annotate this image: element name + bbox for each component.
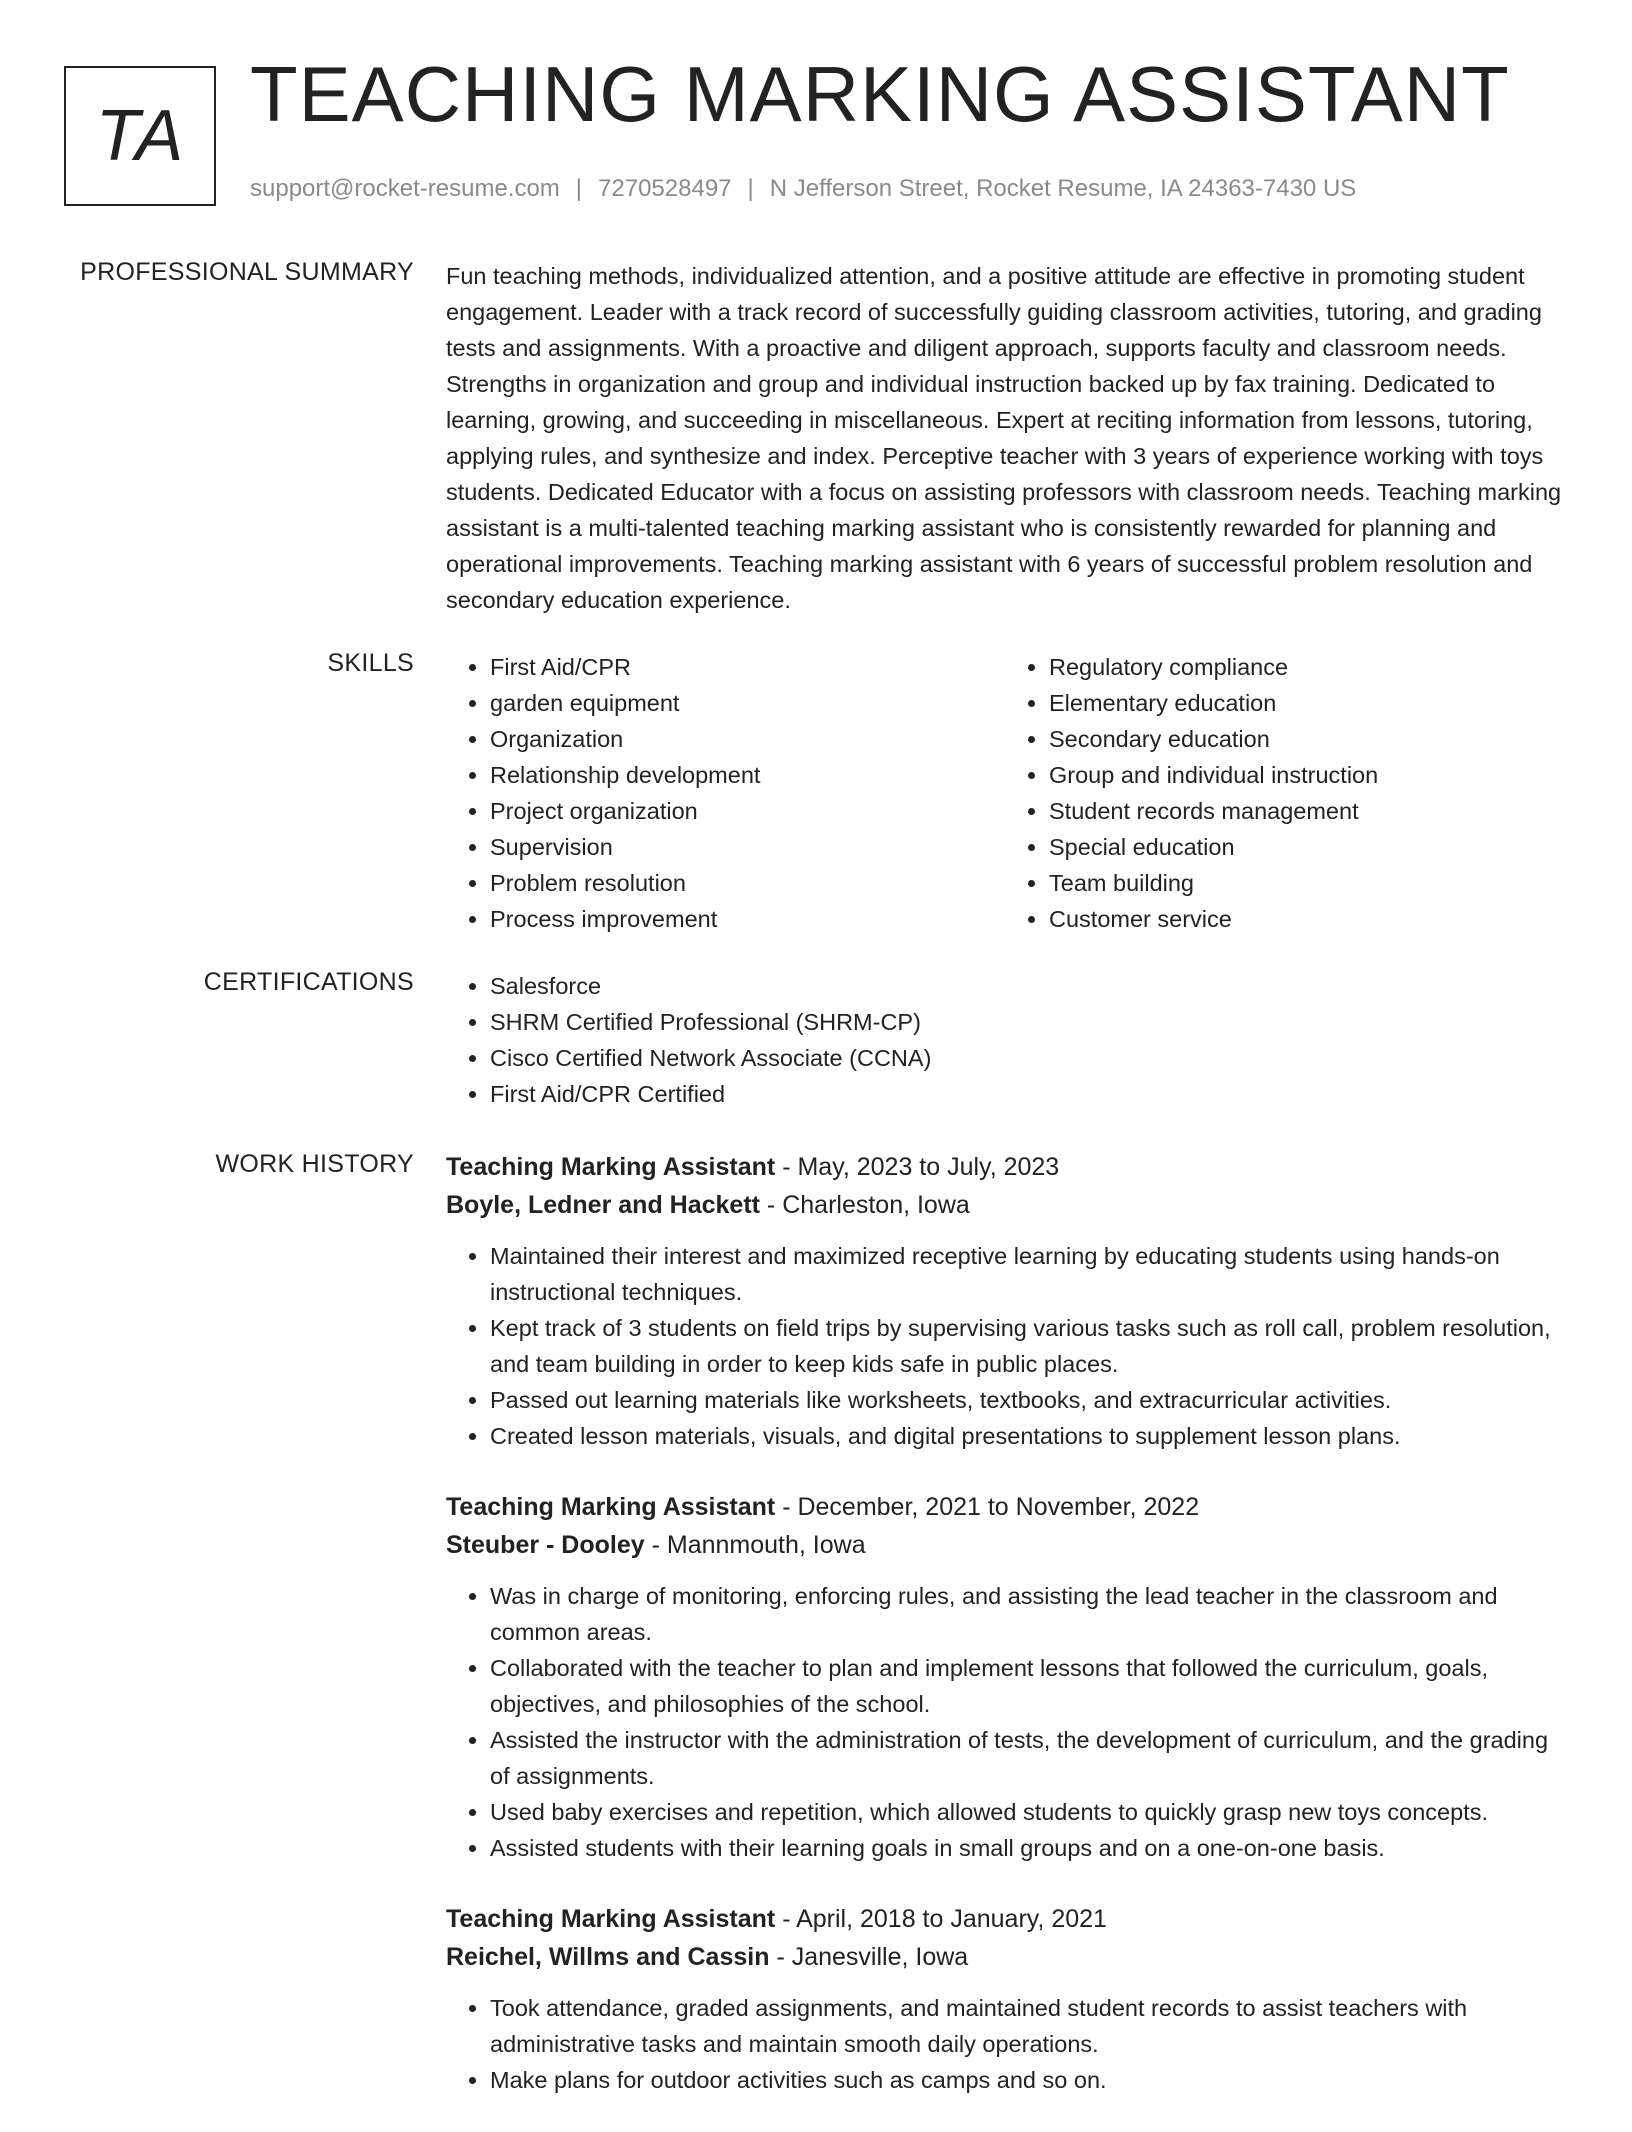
job-bullets bbox=[446, 1238, 1564, 1454]
skill-item: • Regulatory compliance bbox=[1049, 649, 1564, 685]
contact-email[interactable]: support@rocket-resume.com bbox=[250, 175, 560, 202]
job-location: - Mannmouth, Iowa bbox=[644, 1531, 866, 1559]
skill-item: • Group and individual instruction bbox=[1049, 757, 1564, 793]
skill-item: • Customer service bbox=[1049, 901, 1564, 937]
job-bullet: • Assisted students with their learning goals in small groups and on a one-on-one basis. bbox=[490, 1830, 1564, 1866]
certifications-list bbox=[446, 968, 1564, 1112]
job-title: Teaching Marking Assistant bbox=[446, 1153, 776, 1181]
job-bullets bbox=[446, 1990, 1564, 2098]
job-bullet: • Assisted the instructor with the administration of tests, the development of curriculum, and the grading of assignments. bbox=[490, 1722, 1564, 1794]
job-title: Teaching Marking Assistant bbox=[446, 1905, 776, 1933]
job-company-line bbox=[446, 1938, 1564, 1976]
job-company-line bbox=[446, 1526, 1564, 1564]
skills-list-left bbox=[446, 649, 1005, 937]
job-title-line bbox=[446, 1488, 1564, 1526]
job-bullet: • Collaborated with the teacher to plan and implement lessons that followed the curriculum, goals, objectives, and philosophies of the school. bbox=[490, 1650, 1564, 1722]
contact-phone[interactable]: 7270528497 bbox=[598, 175, 732, 202]
candidate-title: TEACHING MARKING ASSISTANT bbox=[250, 50, 1510, 138]
job-entry bbox=[446, 1148, 1564, 1454]
job-entry bbox=[446, 1900, 1564, 2098]
skill-item: • Organization bbox=[490, 721, 1005, 757]
job-bullet: • Maintained their interest and maximized receptive learning by educating students using hands-on instructional techniques. bbox=[490, 1238, 1564, 1310]
skill-item: • Process improvement bbox=[490, 901, 1005, 937]
job-bullets bbox=[446, 1578, 1564, 1866]
skills-list-right bbox=[1005, 649, 1564, 937]
section-heading-skills: SKILLS bbox=[327, 649, 414, 677]
monogram-badge bbox=[64, 66, 216, 206]
skill-item: • Supervision bbox=[490, 829, 1005, 865]
skill-item: • garden equipment bbox=[490, 685, 1005, 721]
skill-item: • Project organization bbox=[490, 793, 1005, 829]
job-bullet: • Was in charge of monitoring, enforcing rules, and assisting the lead teacher in the classroom and common areas. bbox=[490, 1578, 1564, 1650]
job-entry bbox=[446, 1488, 1564, 1866]
certification-item: • Cisco Certified Network Associate (CCNA) bbox=[490, 1040, 1564, 1076]
skill-item: • Problem resolution bbox=[490, 865, 1005, 901]
job-dates: - April, 2018 to January, 2021 bbox=[775, 1905, 1107, 1933]
contact-separator: | bbox=[747, 175, 754, 202]
section-heading-summary: PROFESSIONAL SUMMARY bbox=[80, 258, 414, 286]
job-company: Boyle, Ledner and Hackett bbox=[446, 1191, 760, 1219]
skill-item: • Relationship development bbox=[490, 757, 1005, 793]
job-company-line bbox=[446, 1186, 1564, 1224]
skill-item: • Special education bbox=[1049, 829, 1564, 865]
job-bullet: • Used baby exercises and repetition, which allowed students to quickly grasp new toys concepts. bbox=[490, 1794, 1564, 1830]
skill-item: • First Aid/CPR bbox=[490, 649, 1005, 685]
contact-address: N Jefferson Street, Rocket Resume, IA 24363-7430 US bbox=[769, 175, 1357, 202]
skill-item: • Team building bbox=[1049, 865, 1564, 901]
skill-item: • Student records management bbox=[1049, 793, 1564, 829]
certification-item: • Salesforce bbox=[490, 968, 1564, 1004]
certification-item: • SHRM Certified Professional (SHRM-CP) bbox=[490, 1004, 1564, 1040]
job-location: - Janesville, Iowa bbox=[769, 1943, 969, 1971]
job-bullet: • Make plans for outdoor activities such as camps and so on. bbox=[490, 2062, 1564, 2098]
job-bullet: • Created lesson materials, visuals, and digital presentations to supplement lesson plans. bbox=[490, 1418, 1564, 1454]
skill-item: • Elementary education bbox=[1049, 685, 1564, 721]
job-bullet: • Took attendance, graded assignments, and maintained student records to assist teachers with administrative tasks and maintain smooth daily operations. bbox=[490, 1990, 1564, 2062]
job-company: Steuber - Dooley bbox=[446, 1531, 645, 1559]
job-company: Reichel, Willms and Cassin bbox=[446, 1943, 770, 1971]
certification-item: • First Aid/CPR Certified bbox=[490, 1076, 1564, 1112]
job-title-line bbox=[446, 1900, 1564, 1938]
job-title-line bbox=[446, 1148, 1564, 1186]
monogram-text: TA bbox=[95, 96, 185, 176]
job-dates: - May, 2023 to July, 2023 bbox=[775, 1153, 1060, 1181]
skill-item: • Secondary education bbox=[1049, 721, 1564, 757]
job-location: - Charleston, Iowa bbox=[759, 1191, 970, 1219]
job-bullet: • Kept track of 3 students on field trips by supervising various tasks such as roll call, problem resolution, and team building in order to keep kids safe in public places. bbox=[490, 1310, 1564, 1382]
job-dates: - December, 2021 to November, 2022 bbox=[775, 1493, 1200, 1521]
job-bullet: • Passed out learning materials like worksheets, textbooks, and extracurricular activities. bbox=[490, 1382, 1564, 1418]
contact-line bbox=[250, 175, 1356, 203]
contact-separator: | bbox=[575, 175, 583, 202]
section-heading-work-history: WORK HISTORY bbox=[215, 1150, 414, 1178]
summary-text: Fun teaching methods, individualized attention, and a positive attitude are effective in promoting student engagement. Leader with a track record of successfully guiding classroom activities, tutoring, and grading tests and assignments. With a proactive and diligent approach, supports faculty and classroom needs. Strengths in organization and group and individual instruction backed up by fax training. Dedicated to learning, growing, and succeeding in miscellaneous. Expert at reciting information from lessons, tutoring, applying rules, and synthesize and index. Perceptive teacher with 3 years of experience working with toys students. Dedicated Educator with a focus on assisting professors with classroom needs. Teaching marking assistant is a multi-talented teaching marking assistant who is consistently rewarded for planning and operational improvements. Teaching marking assistant with 6 years of successful problem resolution and secondary education experience. bbox=[446, 263, 1562, 613]
job-title: Teaching Marking Assistant bbox=[446, 1493, 776, 1521]
section-heading-certifications: CERTIFICATIONS bbox=[203, 968, 414, 996]
